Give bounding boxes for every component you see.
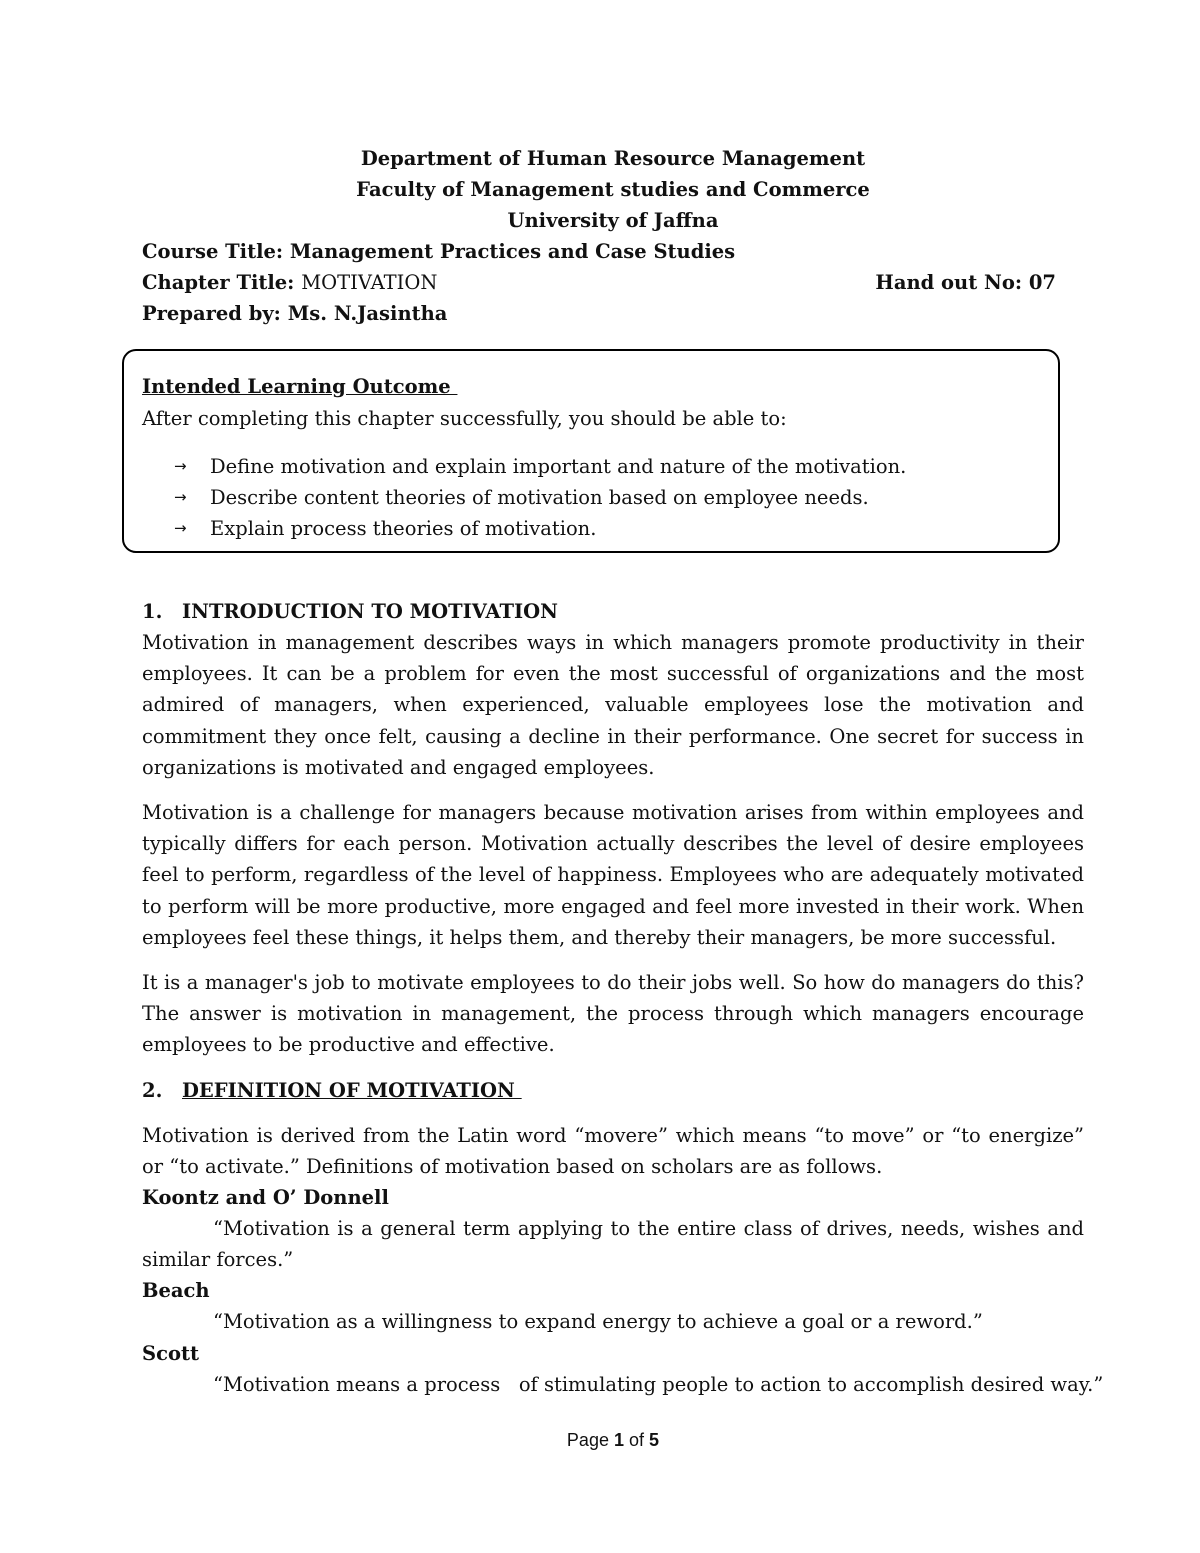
document-body bbox=[142, 596, 1104, 1400]
chapter-title-label: Chapter Title: bbox=[142, 271, 295, 294]
section-title: DEFINITION OF MOTIVATION bbox=[182, 1078, 522, 1102]
definition-quote: “Motivation as a willingness to expand energy to achieve a goal or a reword.” bbox=[213, 1310, 983, 1334]
prepared-by-row bbox=[142, 298, 1084, 329]
course-title-row bbox=[142, 236, 1084, 267]
paragraph: Motivation is derived from the Latin word “movere” which means “to move” or “to energize” or “to activate.” Definitions of motivation based on scholars are as follows. bbox=[142, 1123, 1084, 1178]
university-line: University of Jaffna bbox=[507, 209, 719, 232]
section-number: 2. bbox=[142, 1078, 163, 1102]
definition-quote: “Motivation is a general term applying to the entire class of drives, needs, wishes and similar forces.” bbox=[142, 1217, 1084, 1272]
faculty-line: Faculty of Management studies and Commerce bbox=[356, 178, 870, 201]
of-word: of bbox=[629, 1430, 645, 1450]
current-page-number: 1 bbox=[613, 1430, 624, 1450]
prepared-by-label: Prepared by: bbox=[142, 302, 281, 325]
chapter-title bbox=[142, 267, 437, 298]
department-line: Department of Human Resource Management bbox=[360, 147, 866, 170]
learning-outcome-title: Intended Learning Outcome bbox=[142, 375, 458, 398]
learning-outcome-box bbox=[122, 349, 1060, 553]
prepared-by bbox=[142, 298, 447, 329]
arrow-right-icon: → bbox=[174, 488, 187, 506]
handout-number: Hand out No: 07 bbox=[875, 271, 1056, 294]
list-item bbox=[174, 482, 906, 513]
learning-outcome-text: Define motivation and explain important and nature of the motivation. bbox=[210, 455, 907, 478]
document-page bbox=[142, 0, 1104, 1553]
section-number: 1. bbox=[142, 600, 163, 623]
section-heading-introduction bbox=[142, 596, 1084, 627]
course-title-label: Course Title: bbox=[142, 240, 284, 263]
prepared-by-value: Ms. N.Jasintha bbox=[287, 302, 448, 325]
section-heading-definition bbox=[142, 1075, 1084, 1106]
list-item bbox=[174, 451, 906, 482]
paragraph: It is a manager's job to motivate employees to do their jobs well. So how do managers do this? The answer is motivation in management, the process through which managers encourage employees to be productive and effective. bbox=[142, 971, 1084, 1057]
document-header bbox=[142, 143, 1084, 329]
list-item bbox=[174, 513, 906, 544]
course-title-value: Management Practices and Case Studies bbox=[289, 240, 736, 263]
scholar-name: Koontz and O’ Donnell bbox=[142, 1186, 389, 1210]
paragraph: Motivation in management describes ways in which managers promote productivity in their employees. It can be a problem for even the most successful of organizations and the most admired of managers, when experienced, valuable employees lose the motivation and commitment they once felt, causing a decline in their performance. One secret for success in organizations is motivated and engaged employees. bbox=[142, 631, 1084, 779]
learning-outcome-list bbox=[174, 451, 906, 544]
scholar-name: Beach bbox=[142, 1279, 210, 1303]
paragraph: Motivation is a challenge for managers because motivation arises from within employees and typically differs for each person. Motivation actually describes the level of desire employees feel to perform, regardless of the level of happiness. Employees who are adequately motivated to perform will be more productive, more engaged and feel more invested in their work. When employees feel these things, it helps them, and thereby their managers, be more successful. bbox=[142, 801, 1084, 949]
page-footer bbox=[142, 1430, 1084, 1451]
page-word: Page bbox=[566, 1430, 609, 1450]
section-title: INTRODUCTION TO MOTIVATION bbox=[182, 600, 558, 623]
chapter-title-row bbox=[142, 267, 1084, 298]
chapter-title-value: MOTIVATION bbox=[301, 271, 438, 294]
scholar-name: Scott bbox=[142, 1341, 199, 1365]
definition-quote: “Motivation means a process of stimulating people to action to accomplish desired way.” bbox=[213, 1372, 1104, 1396]
total-pages: 5 bbox=[649, 1430, 660, 1450]
arrow-right-icon: → bbox=[174, 519, 187, 537]
learning-outcome-text: Describe content theories of motivation based on employee needs. bbox=[210, 486, 869, 509]
learning-outcome-intro: After completing this chapter successfully, you should be able to: bbox=[142, 407, 787, 430]
course-title bbox=[142, 236, 735, 267]
arrow-right-icon: → bbox=[174, 457, 187, 475]
learning-outcome-text: Explain process theories of motivation. bbox=[210, 517, 597, 540]
